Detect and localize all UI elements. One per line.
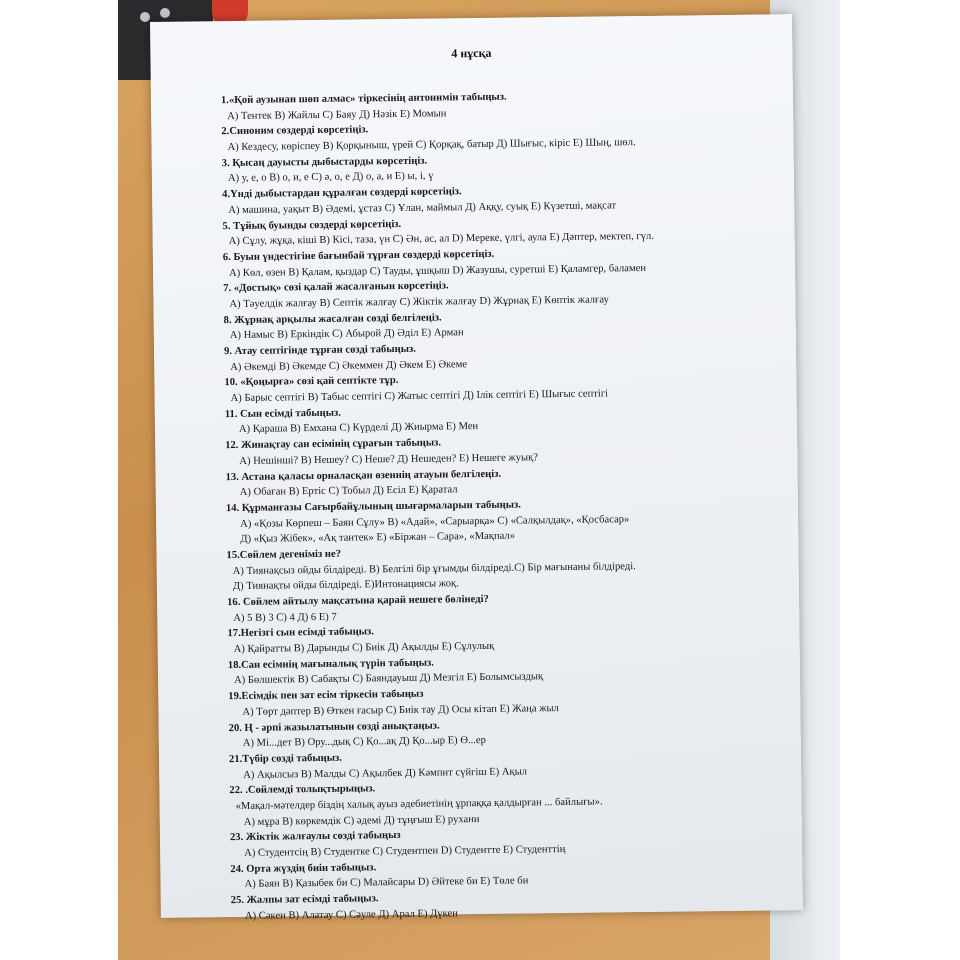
question-text: 10. «Қоңырға» сөзі қай септікте тұр. <box>224 375 399 389</box>
question-text: 11. Сын есімді табыңыз. <box>224 407 341 420</box>
answer-options: A) Тентек B) Жайлы C) Баяу Д) Нәзік E) Момын <box>227 108 447 122</box>
question-text: 14. Құрманғазы Сағырбайұлының шығармаларын табыңыз. <box>225 499 521 514</box>
question-text: 13. Астана қаласы орналасқан өзеннің атауын белгілеңіз. <box>225 468 502 483</box>
question-text: 16. Сөйлем айтылу мақсатына қарай нешеге бөлінеді? <box>227 593 489 609</box>
question-text: 9. Атау септігінде тұрған сөзді табыңыз. <box>223 343 416 358</box>
question-list <box>221 86 791 924</box>
answer-options: Д) «Қыз Жібек», «Ақ тантек» E) «Біржан – Сара», «Мақпал» <box>240 530 516 546</box>
question-text: 15.Сөйлем дегеніміз не? <box>226 548 342 562</box>
exam-sheet <box>150 14 803 922</box>
question-text: 22. .Сөйлемді толықтырыңыз. <box>229 783 376 797</box>
question-text: 23. Жіктік жалғаулы сөзді табыңыз <box>229 830 401 844</box>
answer-options: A) Тәуелдік жалғау B) Септік жалғау C) Жіктік жалғау D) Жұрнақ E) Көптік жалғау <box>229 294 609 310</box>
answer-options: A) Барыс септігі B) Табыс септігі C) Жатыс септігі Д) Ілік септігі E) Шығыс септігі <box>230 388 609 405</box>
pen-screw <box>160 8 170 18</box>
answer-options: A) Намыс B) Еркіндік C) Абырой Д) Әділ E) Арман <box>229 327 464 342</box>
answer-options: A) Көл, өзен B) Қалам, қыздар C) Тауды, ұшқыш D) Жазушы, суретші E) Қаламгер, баламен <box>229 262 647 279</box>
answer-options: A) 5 B) 3 C) 4 Д) 6 E) 7 <box>233 611 337 624</box>
answer-options: A) Тиянақсыз ойды білдіреді. B) Белгілі бір ұғымды білдіреді.C) Бір мағынаны білдіреді. <box>232 560 636 577</box>
question-text: 17.Негізгі сын есімді табыңыз. <box>227 626 374 640</box>
answer-options: A) Әкемді B) Әкемде C) Әкеммен Д) Әкем E) Әкеме <box>230 358 468 373</box>
answer-options: A) Студентсің B) Студентке C) Студентпен D) Студентте E) Студенттің <box>244 843 566 859</box>
answer-options: A) мұра B) көркемдік C) әдемі Д) тұңғыш E) рухани <box>243 813 480 828</box>
question-text: 18.Сан есімнің мағыналық түрін табыңыз. <box>227 657 434 671</box>
answer-options: A) у, е, о B) о, и, е C) ә, о, е Д) о, а, и E) ы, і, ү <box>227 170 434 185</box>
answer-options: A) Төрт дәптер B) Өткен ғасыр C) Биік тау Д) Осы кітап E) Жаңа жыл <box>242 702 559 718</box>
answer-options: «Мақал-мәтелдер біздің халық ауыз әдебиетінің ұрпаққа қалдырған ... байлығы». <box>235 796 603 812</box>
question-text: 7. «Достық» сөзі қалай жасалғанын көрсетіңіз. <box>223 280 449 295</box>
answer-options: A) Қараша B) Емхана C) Күрделі Д) Жиырма E) Мен <box>238 421 479 436</box>
answer-options: A) Обаған B) Ертіс C) Тобыл Д) Есіл E) Қаратал <box>239 484 458 499</box>
question-text: 4.Үнді дыбыстардан құралған сөздерді көрсетіңіз. <box>222 186 462 201</box>
pen-screw <box>140 12 150 22</box>
answer-options: Д) Тиянақты ойды білдіреді. E)Интонациясы жоқ. <box>232 578 459 593</box>
question-text: 5. Тұйық буынды сөздерді көрсетіңіз. <box>222 218 402 232</box>
answer-options: A) Кездесу, көріспеу B) Қорқыныш, үрей C) Қорқақ, батыр Д) Шығыс, кіріс E) Шың, шөл. <box>227 137 636 154</box>
question-text: 12. Жинақтау сан есімінің сұрағын табыңыз. <box>225 437 442 452</box>
question-text: 1.«Қой аузынан шөп алмас» тіркесінің антонимін табыңыз. <box>220 91 507 107</box>
answer-options: A) Ақылсыз B) Малды C) Ақылбек Д) Кәмпит сүйгіш E) Ақыл <box>243 766 528 781</box>
question-text: 25. Жалпы зат есімді табыңыз. <box>230 893 379 907</box>
answer-options: A) Мі...дет B) Ору...дық C) Қо...ақ Д) Қо...ыр E) Ө...ер <box>242 735 486 750</box>
question-text: 21.Түбір сөзді табыңыз. <box>228 752 342 765</box>
answer-options: A) машина, уақыт B) Әдемі, ұстаз C) Ұлан, маймыл Д) Аққу, суық E) Күзетші, мақсат <box>228 200 617 216</box>
question-text: 8. Жұрнақ арқылы жасалған сөзді белгілеңіз. <box>223 312 442 326</box>
answer-options: A) Нешінші? B) Нешеу? C) Неше? Д) Нешеден? E) Нешеге жуық? <box>239 452 539 467</box>
question-text: 3. Қысаң дауысты дыбыстарды көрсетіңіз. <box>221 155 428 169</box>
answer-options: A) Баян B) Қазыбек би C) Малайсары D) Әйтеке би E) Төле би <box>244 875 529 891</box>
answer-options: A) «Қозы Көрпеш – Баян Сұлу» B) «Адай», «Сарыарқа» C) «Салқылдақ», «Қосбасар» <box>240 513 630 530</box>
question-text: 24. Орта жүздің биін табыңыз. <box>230 861 377 875</box>
question-text: 20. Ң - әрпі жазылатынын сөзді анықтаңыз. <box>228 720 440 734</box>
answer-options: A) Қайратты B) Дарынды C) Биік Д) Ақылды E) Сұлулық <box>233 640 495 656</box>
answer-options: A) Сұлу, жұқа, кіші B) Кісі, таза, үн C) Ән, ас, ал D) Мереке, үлгі, аула E) Дәптер, мектеп, гүл. <box>228 231 655 248</box>
answer-options: A) Сәкен B) Алатау C) Сәуле Д) Арал E) Дүкен <box>244 908 458 922</box>
question-text: 19.Есімдік пен зат есім тіркесін табыңыз <box>228 688 424 703</box>
answer-options: A) Бөлшектік B) Сабақты C) Баяндауыш Д) Мезгіл E) Болымсыздық <box>233 671 544 687</box>
variant-title: 4 нұсқа <box>451 45 492 61</box>
question-text: 6. Буын үндестігіне бағынбай тұрған сөздерді көрсетіңіз. <box>222 248 495 264</box>
question-text: 2.Синоним сөздерді көрсетіңіз. <box>221 124 369 138</box>
